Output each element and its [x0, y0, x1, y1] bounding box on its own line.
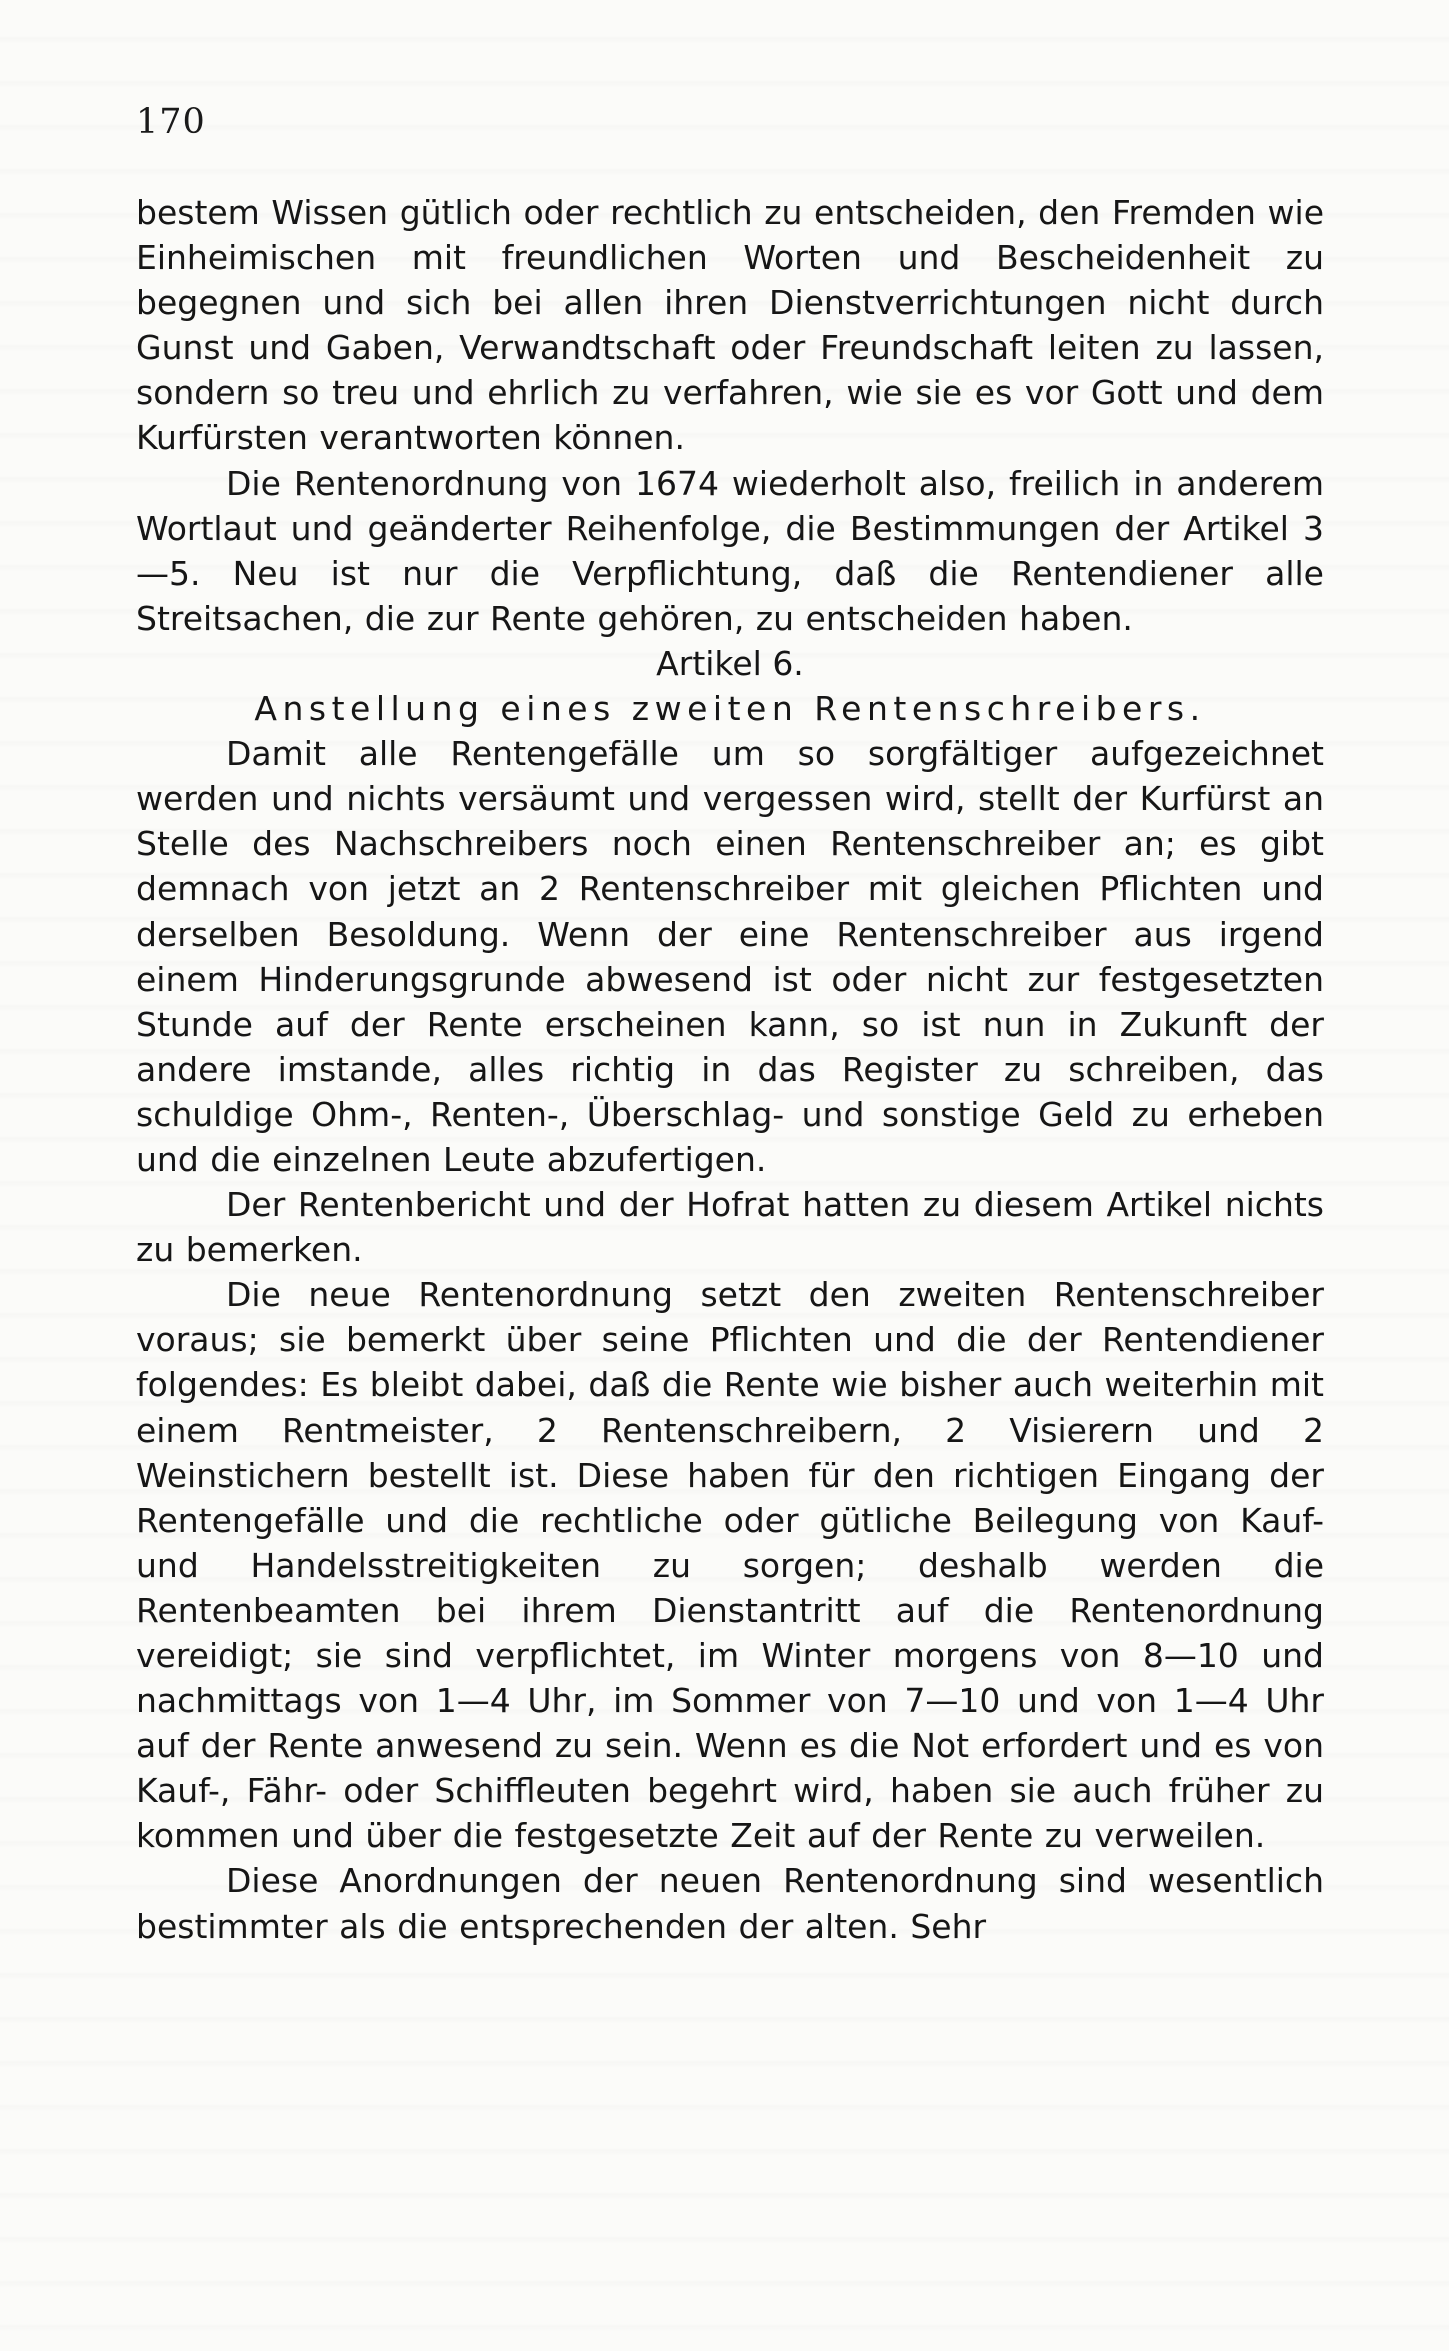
article-number: Artikel 6. [656, 643, 804, 683]
paragraph-5: Die neue Rentenordnung setzt den zweiten Rentenschreiber voraus; sie bemerkt über seine Pflichten und die der Rentendiener folgendes: Es bleibt dabei, daß die Rente wie bisher auch weiterhin mit einem Rentmeister, 2 Rentenschreibern, 2 Visierern und 2 Weinstichern bestellt ist. Diese haben für den richtigen Eingang der Rentengefälle und die rechtliche oder gütliche Beilegung von Kauf- und Handelsstreitigkeiten zu sorgen; deshalb werden die Rentenbeamten bei ihrem Dienstantritt auf die Rentenordnung vereidigt; sie sind verpflichtet, im Winter morgens von 8—10 und nachmittags von 1—4 Uhr, im Sommer von 7—10 und von 1—4 Uhr auf der Rente anwesend zu sein. Wenn es die Not erfordert und es von Kauf-, Fähr- oder Schiffleuten begehrt wird, haben sie auch früher zu kommen und über die festgesetzte Zeit auf der Rente zu verweilen. [136, 1275, 1324, 1856]
paragraph-6: Diese Anordnungen der neuen Rentenordnung sind wesentlich bestimmter als die entsprechenden der alten. Sehr [136, 1861, 1324, 1946]
paragraph-2: Die Rentenordnung von 1674 wiederholt also, freilich in anderem Wortlaut und geänderter Reihenfolge, die Bestimmungen der Artikel 3—5. Neu ist nur die Verpflichtung, daß die Rentendiener alle Streitsachen, die zur Rente gehören, zu entscheiden haben. [136, 463, 1324, 638]
paragraph-1: bestem Wissen gütlich oder rechtlich zu entscheiden, den Fremden wie Einheimischen mit freundlichen Worten und Bescheidenheit zu begegnen und sich bei allen ihren Dienstverrichtungen nicht durch Gunst und Gaben, Verwandtschaft oder Freundschaft leiten zu lassen, sondern so treu und ehrlich zu verfahren, wie sie es vor Gott und dem Kurfürsten verantworten können. [136, 193, 1324, 458]
body-text [136, 190, 1324, 1949]
paragraph-4: Der Rentenbericht und der Hofrat hatten zu diesem Artikel nichts zu bemerken. [136, 1185, 1324, 1270]
article-title: Anstellung eines zweiten Rentenschreibers. [254, 689, 1206, 729]
page-number: 170 [136, 102, 206, 142]
paragraph-3: Damit alle Rentengefälle um so sorgfältiger aufgezeichnet werden und nichts versäumt und vergessen wird, stellt der Kurfürst an Stelle des Nachschreibers noch einen Rentenschreiber an; es gibt demnach von jetzt an 2 Rentenschreiber mit gleichen Pflichten und derselben Besoldung. Wenn der eine Rentenschreiber aus irgend einem Hinderungsgrunde abwesend ist oder nicht zur festgesetzten Stunde auf der Rente erscheinen kann, so ist nun in Zukunft der andere imstande, alles richtig in das Register zu schreiben, das schuldige Ohm-, Renten-, Überschlag- und sonstige Geld zu erheben und die einzelnen Leute abzufertigen. [136, 734, 1324, 1179]
